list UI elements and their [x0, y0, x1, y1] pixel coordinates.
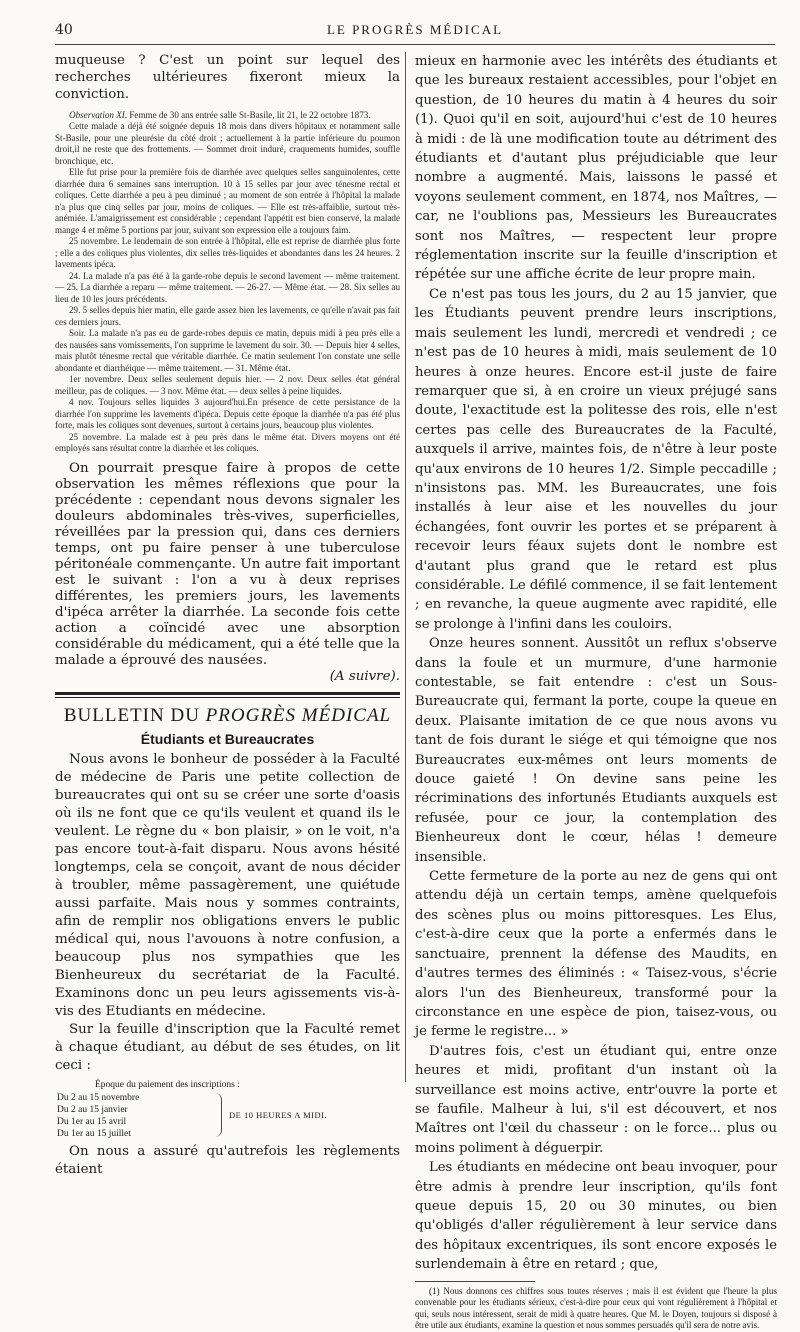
observation-paragraph: 4 nov. Toujours selles liquides 3 aujourd'hui.En présence de cette persistance de la diarrhée l'on supprime les lavements d'ipéca. Depuis cette époque la diarrhée n'a pas été plus forte, mais les coliques sont devenues, surtout à certains jours, beaucoup plus violentes. [55, 397, 400, 431]
observation-paragraph: 24. La malade n'a pas été à la garde-robe depuis le second lavement — même traitement. — 25. La diarrhée a reparu — même traitement. — 26-27. — Même état. — 28. Six selles au lieu de 10 les jours précédents. [55, 270, 400, 304]
schedule-brace [215, 1093, 222, 1137]
observation-paragraph: Soir. La malade n'a pas eu de garde-robes depuis ce matin, depuis midi à peu près elle a des nausées sans vomissements, l'on supprime le lavement du soir. 30. — Depuis hier 4 selles, mais plutôt ténesme rectal que véritable diarrhée. Ce matin seulement l'on constate une selle abondante et diarrhéique — même traitement. — 31. Même état. [55, 328, 400, 373]
bulletin-title [55, 705, 400, 727]
schedule-heading: Époque du paiement des inscriptions : [95, 1079, 240, 1090]
article-paragraph: Onze heures sonnent. Aussitôt un reflux s'observe dans la foule et un murmure, d'une harmonie contestable, se fait entendre : c'est un Sous-Bureaucrate qui, fermant la porte, coupe la queue en deux. Plaisante imitation de ce que nous avons vu tant de fois durant le siége et qui témoigne que nos Bureaucrates eux-mêmes ont leurs moments de douce gaieté ! On devine sans peine les récriminations des infortunés Etudiants auxquels est refusée, pour ce jour, la contemplation des Bienheureux dont le cœur, hélas ! demeure insensible. [415, 636, 777, 865]
to-be-continued: (A suivre). [329, 668, 400, 684]
observation-paragraph: Elle fut prise pour la première fois de diarrhée avec quelques selles sanguinolentes, cette diarrhée dura 6 semaines sans interruption. 10 à 15 selles par jour avec ténesme rectal et coliques. Cette diarrhée a peu à peu diminué ; au moment de son entrée à l'hôpital la malade n'a plus que cinq selles par jour, moins de coliques. — Elle est très-affaiblie, surtout très-anémiée. L'amaigrissement est considérable ; cependant l'appétit est bien conservé, la malade mange 4 et même 5 portions par jour, suivant son expression elle a toujours faim. [55, 167, 400, 235]
bulletin-paragraph: Nous avons le bonheur de posséder à la Faculté de médecine de Paris une petite collection de bureaucrates qui ont su se créer une sorte d'oasis où ils ne font que ce qu'ils veulent et quand ils le veulent. Le règne du « bon plaisir, » on le voit, n'a pas encore tout-à-fait disparu. Nous avons hésité longtemps, cela se conçoit, avant de nous décider à troubler, même passagèrement, une quiétude aussi parfaite. Mais nous y sommes contraints, afin de remplir nos obligations envers le public médical qui, nous l'avouons à notre confusion, a beaucoup plus nos sympathies que les Bienheureux du secrétariat de la Faculté. Examinons donc un peu leurs agissements vis-à-vis des Etudiants en médecine. [55, 751, 400, 1019]
observation-paragraph: 29. 5 selles depuis hier matin, elle garde assez bien les lavements, ce qu'elle n'avait pas fait ces derniers jours. [55, 305, 400, 327]
inscription-schedule [57, 1079, 400, 1139]
observation-paragraph: 25 novembre. La malade est à peu près dans le même état. Divers moyens ont été employés sans résultat contre la diarrhée et les coliques. [55, 431, 400, 454]
intro-text: muqueuse ? C'est un point sur lequel des recherches ultérieures fixeront mieux la conviction. [55, 53, 400, 103]
article-paragraph: D'autres fois, c'est un étudiant qui, entre onze heures et midi, profitant d'un instant où la surveillance est moins active, entr'ouvre la porte et se faufile. Malheur à lui, s'il est découvert, et nos Maîtres ont l'œil du chasseur : on le force... plus ou moins poliment à déguerpir. [415, 1043, 777, 1156]
page-number: 40 [55, 22, 73, 38]
observation-heading [55, 110, 400, 122]
schedule-row: Du 1er au 15 juillet [57, 1128, 131, 1139]
bulletin-title-journal: PROGRÈS MÉDICAL [205, 704, 392, 726]
section-rule [55, 692, 400, 698]
schedule-row: Du 2 au 15 novembre [57, 1092, 140, 1103]
page-header [55, 20, 775, 45]
footnote: (1) Nous donnons ces chiffres sous toutes réserves ; mais il est évident que l'heure la plus convenable pour les étudiants sérieux, c'est-à-dire pour ceux qui vont régulièrement à l'hôpital et qui, seuls nous intéressent, serait de midi à quatre heures. Que M. le Doyen, toujours si disposé à être utile aux étudiants, examine la question et nous sommes persuadés qu'il sera de notre avis. [415, 1285, 777, 1331]
bulletin-paragraph: Sur la feuille d'inscription que la Faculté remet à chaque étudiant, au début de ses études, on lit ceci : [55, 1021, 400, 1073]
conclusion-text: On pourrait presque faire à propos de cette observation les mêmes réflexions que pour la précédente : cependant nous devons signaler les douleurs abdominales très-vives, superficielles, réveillées par la pression qui, dans ces derniers temps, ont pu faire penser à une tuberculose péritonéale commençante. Un autre fait important est le suivant : l'on a vu à deux reprises différentes, les premiers jours, les lavements d'ipéca arrêter la diarrhée. La seconde fois cette action a coïncidé avec une absorption considérable du médicament, qui a été telle que la malade a éprouvé des nausées. [55, 460, 400, 668]
footnote-rule [415, 1281, 535, 1282]
left-column [55, 52, 400, 1179]
observation-title: Observation XI. [69, 109, 128, 120]
schedule-hours: DE 10 HEURES A MIDI. [229, 1109, 328, 1120]
article-paragraph: Cette fermeture de la porte au nez de gens qui ont attendu déjà un certain temps, amène quelquefois des scènes plus ou moins pittoresques. Les Elus, c'est-à-dire ceux que la porte a enfermés dans le sanctuaire, prennent la défense des Maudits, en d'autres termes des éliminés : « Taisez-vous, s'écrie alors l'un des Bienheureux, transformé pour la circonstance en une espèce de pion, taisez-vous, ou je ferme le registre... » [415, 869, 777, 1040]
bulletin-title-prefix: BULLETIN DU [63, 704, 200, 726]
schedule-row: Du 1er au 15 avril [57, 1116, 127, 1127]
observation-paragraph: 1er novembre. Deux selles seulement depuis hier. — 2 nov. Deux selles état général meilleur, pas de coliques. — 3 nov. Même état. — deux selles à peine liquides. [55, 374, 400, 396]
article-paragraph: mieux en harmonie avec les intérêts des étudiants et que les bureaux restaient accessibles, pour l'objet en question, de 10 heures du matin à 4 heures du soir (1). Quoi qu'il en soit, aujourd'hui c'est de 10 heures à midi : de là une modification toute au détriment des étudiants et d'autant plus préjudiciable que leur nombre a augmenté. Mais, laissons le passé et voyons seulement comment, en 1874, nos Maîtres, — car, ne l'oublions pas, Messieurs les Bureaucrates sont nos Maîtres, — respectent leur propre réglementation inscrite sur la feuille d'inscription et répétée sur une affiche écrite de leur propre main. [415, 54, 777, 283]
article-title: Étudiants et Bureaucrates [140, 730, 315, 747]
journal-title: LE PROGRÈS MÉDICAL [326, 22, 504, 37]
article-paragraph: Ce n'est pas tous les jours, du 2 au 15 janvier, que les Étudiants peuvent prendre leurs inscriptions, mais seulement les lundi, mercredi et vendredi ; ce n'est pas de 10 heures à midi, mais seulement de 10 heures à onze heures. Encore est-il juste de faire remarquer que si, à en croire un vieux préjugé sans doute, l'exactitude est la politesse des rois, elle n'est certes pas celle des Bureaucrates de la Faculté, auxquels il arrive, maintes fois, de n'être à leur poste qu'aux environs de 10 heures 1/2. Simple peccadille ; n'insistons pas. MM. les Bureaucrates, une fois installés à leur aise et les nouvelles du jour échangées, font ouvrir les portes et se préparent à recevoir leurs féaux sujets dont le nombre est d'autant plus grand que le retard est plus considérable. Le défilé commence, il se fait lentement ; en revanche, la queue augmente avec rapidité, elle se prolonge à l'infini dans les couloirs. [415, 286, 777, 632]
right-column [415, 52, 777, 1332]
article-paragraph: Les étudiants en médecine ont beau invoquer, pour être admis à prendre leur inscription, qu'ils font queue depuis 15, 20 ou 30 minutes, ou bien qu'obligés d'aller régulièrement à leur service dans des hôpitaux excentriques, ils sont encore exposés le surlendemain à être en retard ; que, [415, 1160, 777, 1273]
schedule-rows [57, 1092, 139, 1140]
observation-paragraph: 25 novembre. Le lendemain de son entrée à l'hôpital, elle est reprise de diarrhée plus forte ; elle a des coliques plus violentes, dix selles très-liquides et abondantes dans les 24 heures. 2 lavements ipéca. [55, 236, 400, 270]
observation-paragraph: Cette malade a déjà été soignée depuis 18 mois dans divers hôpitaux et notamment salle St-Basile, pour une pleurésie du côté droit ; actuellement à la partie inférieure du poumon droit,il ne reste que des frottements. — Sommet droit induré, craquements humides, souffle bronchique, etc. [55, 121, 400, 166]
schedule-row: Du 2 au 15 janvier [57, 1104, 128, 1115]
column-divider [405, 52, 406, 1082]
observation-text: Femme de 30 ans entrée salle St-Basile, lit 21, le 22 octobre 1873. [129, 109, 371, 120]
bulletin-paragraph: On nous a assuré qu'autrefois les règlements étaient [55, 1143, 400, 1177]
